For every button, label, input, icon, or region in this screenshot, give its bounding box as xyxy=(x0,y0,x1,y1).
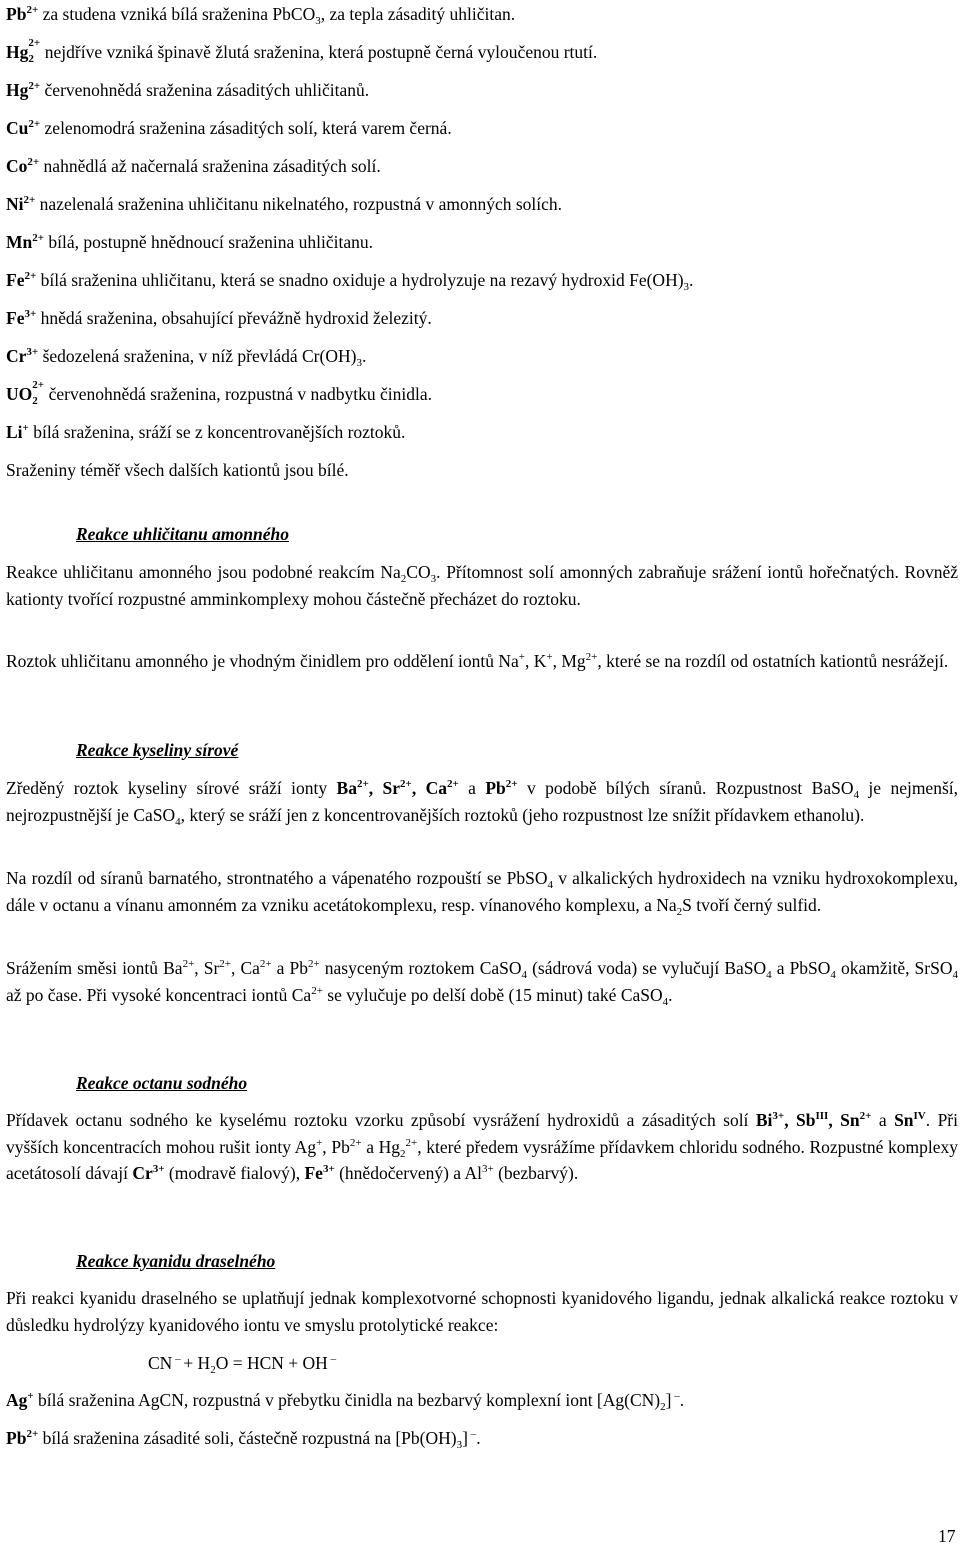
paragraph-cyanide-1: Při reakci kyanidu draselného se uplatňují jednak komplexotvorné schopnosti kyanidového ligandu, jednak alkalická reakce roztoku v důsledku hydrolýzy kyanidového iontu ve smyslu protolytické reakce: xyxy=(6,1288,958,1335)
ion-line-uo2: UO 2+ 2 červenohnědá sraženina, rozpustná v nadbytku činidla. xyxy=(6,379,433,407)
ion-line-li: Li+ bílá sraženina, sráží se z koncentrovanějších roztoků. xyxy=(6,422,406,442)
ion-line-hg: $Hg^{2+}$ červenohnědá sraženina zásaditých uhličitanů. xyxy=(6,80,370,100)
ion-line-pb: $Pb^{2+}$ za studena vzniká bílá sraženina PbCO$_3$, za tepla zásaditý uhličitan. xyxy=(6,4,516,27)
ion-line-fe3: $Fe^{3+}$ hnědá sraženina, obsahující převážně hydroxid železitý. xyxy=(6,308,432,328)
heading-sulfuric-acid: Reakce kyseliny sírové xyxy=(76,740,239,760)
heading-sodium-acetate: Reakce octanu sodného xyxy=(76,1073,248,1093)
ion-line-others: Sraženiny téměř všech dalších kationtů jsou bílé. xyxy=(6,460,349,480)
ion-line-mn: $Mn^{2+}$ bílá, postupně hnědnoucí sraženina uhličitanu. xyxy=(6,232,374,252)
ion-line-cr: $Cr^{3+}$ šedozelená sraženina, v níž převládá $Cr(OH)_3$. xyxy=(6,346,367,369)
heading-potassium-cyanide: Reakce kyanidu draselného xyxy=(76,1251,276,1271)
paragraph-sulfuric-3: Srážením směsi iontů $Ba^{2+}$, $Sr^{2+}$, $Ca^{2+}$ a $Pb^{2+}$ nasyceným roztokem CaSO$_4$ (sádrová voda) se vylučují BaSO$_4$ a PbSO$_4$ okamžitě, SrSO$_4$ až po čase. Při vysoké koncentraci iontů $Ca^{2+}$ se vylučuje po delší době (15 minut) také CaSO$_4$. xyxy=(6,958,958,1008)
paragraph-ammonium-1: Reakce uhličitanu amonného jsou podobné reakcím $Na_2CO_3$. Přítomnost solí amonných zabraňuje srážení iontů hořečnatých. Rovněž kationty tvořící rozpustné amminkomplexy mohou částečně přecházet do roztoku. xyxy=(6,562,958,609)
paragraph-ammonium-2: Roztok uhličitanu amonného je vhodným činidlem pro oddělení iontů Na+, K+, $Mg^{2+}$, které se na rozdíl od ostatních kationtů nesrážejí. xyxy=(6,651,949,671)
ion-line-ni: $Ni^{2+}$ nazelenalá sraženina uhličitanu nikelnatého, rozpustná v amonných solích. xyxy=(6,194,563,214)
paragraph-sulfuric-2: Na rozdíl od síranů barnatého, strontnatého a vápenatého rozpouští se PbSO$_4$ v alkalických hydroxidech na vzniku hydroxokomplexu, dále v octanu a vínanu amonném za vzniku acetátokomplexu, resp. vínanového komplexu, a $Na_2S$ tvoří černý sulfid. xyxy=(6,868,958,918)
ion-line-cu: $Cu^{2+}$ zelenomodrá sraženina zásaditých solí, která varem černá. xyxy=(6,118,452,138)
heading-ammonium-carbonate: Reakce uhličitanu amonného xyxy=(76,524,289,544)
paragraph-acetate-1: Přídavek octanu sodného ke kyselému roztoku vzorku způsobí vysrážení hydroxidů a zásaditých solí $Bi^{3+}$, $Sb^{III}$, $Sn^{2+}$ a $Sn^{IV}$. Při vyšších koncentracích mohou rušit ionty Ag+, $Pb^{2+}$ a $Hg_2^{2+}$, které předem vysrážíme přídavkem chloridu sodného. Rozpustné komplexy acetátosolí dávají $Cr^{3+}$ (modravě fialový), $Fe^{3+}$ (hnědočervený) a $Al^{3+}$ (bezbarvý). xyxy=(6,1110,959,1183)
ion-line-fe2: $Fe^{2+}$ bílá sraženina uhličitanu, která se snadno oxiduje a hydrolyzuje na rezavý hydroxid $Fe(OH)_3$. xyxy=(6,270,694,293)
cyanide-line-pb: $Pb^{2+}$ bílá sraženina zásadité soli, částečně rozpustná na $[Pb(OH)_3]$ –. xyxy=(6,1428,481,1451)
page-number: 17 xyxy=(938,1526,956,1546)
ion-line-co: $Co^{2+}$ nahnědlá až načernalá sraženina zásaditých solí. xyxy=(6,156,381,176)
cyanide-line-ag: Ag+ bílá sraženina AgCN, rozpustná v přebytku činidla na bezbarvý komplexní iont $[Ag(CN)_2]$ –. xyxy=(6,1390,685,1413)
ion-line-hg2: Hg 2+ 2 nejdříve vzniká špinavě žlutá sraženina, která postupně černá vyloučenou rtutí. xyxy=(6,37,598,65)
paragraph-sulfuric-1: Zředěný roztok kyseliny sírové sráží ionty $Ba^{2+}$, $Sr^{2+}$, $Ca^{2+}$ a $Pb^{2+}$ v podobě bílých síranů. Rozpustnost BaSO$_4$ je nejmenší, nejrozpustnější je CaSO$_4$, který se sráží jen z koncentrovanějších roztoků (jeho rozpustnost lze snížit přídavkem ethanolu). xyxy=(6,778,958,828)
equation: CN $^- + H_2O$ = HCN + OH – xyxy=(148,1353,337,1376)
